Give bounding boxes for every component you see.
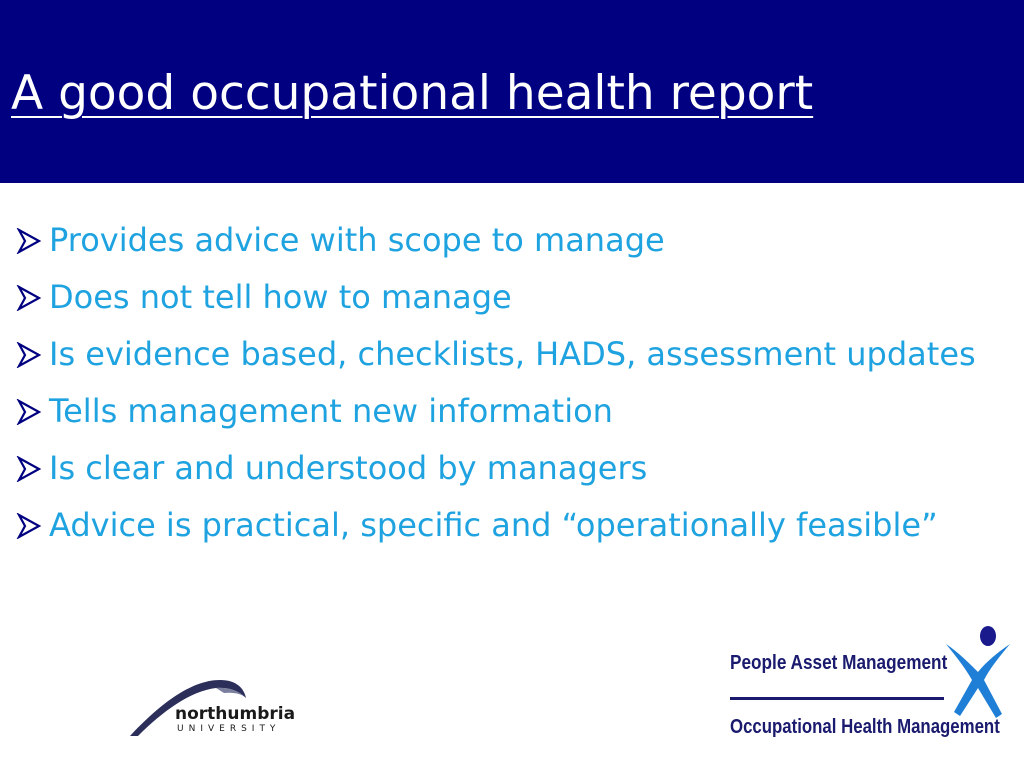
arrow-right-icon bbox=[16, 216, 49, 265]
bullet-item bbox=[16, 444, 996, 493]
arrow-right-icon bbox=[16, 330, 49, 379]
pam-logo bbox=[726, 622, 1016, 754]
arrow-right-icon bbox=[16, 387, 49, 436]
bullet-text: Is evidence based, checklists, HADS, assessment updates bbox=[49, 335, 976, 373]
bullet-item bbox=[16, 501, 996, 550]
pam-divider bbox=[730, 697, 944, 700]
bullet-text: Does not tell how to manage bbox=[49, 278, 512, 316]
northumbria-logo bbox=[128, 668, 318, 740]
title-bar bbox=[0, 0, 1024, 183]
bullet-text: Provides advice with scope to manage bbox=[49, 221, 665, 259]
bullet-item bbox=[16, 387, 996, 436]
pam-title: People Asset Management bbox=[730, 652, 948, 674]
bullet-list bbox=[16, 216, 996, 558]
bullet-item bbox=[16, 216, 996, 265]
northumbria-subtitle: UNIVERSITY bbox=[177, 724, 281, 734]
pam-subtitle: Occupational Health Management bbox=[730, 716, 1000, 738]
arrow-right-icon bbox=[16, 501, 49, 550]
bullet-text: Tells management new information bbox=[49, 392, 613, 430]
northumbria-name: northumbria bbox=[175, 704, 296, 724]
person-figure-icon bbox=[944, 622, 1014, 722]
bullet-item bbox=[16, 330, 996, 379]
slide-title: A good occupational health report bbox=[11, 66, 814, 121]
bullet-text: Advice is practical, specific and “operationally feasible” bbox=[49, 506, 938, 544]
arrow-right-icon bbox=[16, 273, 49, 322]
bullet-item bbox=[16, 273, 996, 322]
bullet-text: Is clear and understood by managers bbox=[49, 449, 648, 487]
arrow-right-icon bbox=[16, 444, 49, 493]
